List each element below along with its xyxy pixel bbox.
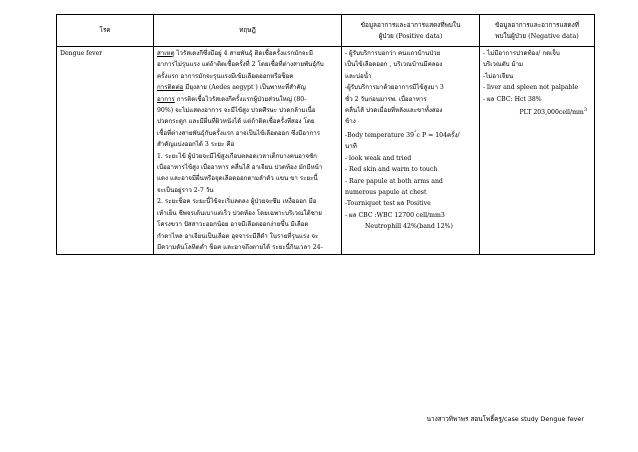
theory-text: กำดาไหล อาเจียนเป็นเลือด อุจจาระมีสีดำ ในรายที่รุนแรง จะ: [157, 232, 319, 240]
header-positive-line-1: ข้อมูลอาการและอาการแสดงที่พบใน: [360, 20, 461, 29]
negative-line: -ไม่อาเจียน: [483, 72, 514, 80]
theory-text: โครงขวา ปัสสาวะออกน้อย อาจมีเลือดออกง่ายขึ้น มีเลือด: [157, 221, 309, 229]
degree-sign: °: [414, 129, 417, 136]
theory-text: 1. ระยะไข้ ผู้ป่วยจะมีไข้สูงเกือบตลอดเวลาเด็กบางคนอาจชัก: [157, 152, 317, 160]
theory-text: สำคัญแบ่งออกได้ 3 ระยะ คือ: [157, 141, 235, 149]
theory-text: ครั้งแรก อาการมักจะรุนแรงมีเข้มเลือดออกหรือช็อค: [157, 72, 294, 80]
positive-line: เป็นไข้เลือดออก , บริเวณบ้านมีคลอง: [345, 61, 443, 69]
table-row: [57, 47, 595, 255]
theory-line: [157, 71, 338, 82]
theory-text: ไวรัสเดงกีซึ่งมีอยู่ 4 สายพันธุ์ ติดเชื้อครั้งแรกมักจะมี: [174, 50, 313, 57]
theory-line: [157, 139, 338, 150]
theory-line: [157, 185, 338, 196]
negative-line: - ผล CBC: Hct 38%: [483, 95, 542, 103]
positive-cell: [342, 47, 480, 255]
footer: [0, 414, 584, 424]
theory-text: มีความดันโลหิตต่ำ ช็อค และอาจถึงตายได้ ระยะนี้กินเวลา 24-: [157, 243, 323, 251]
theory-text: 90%) จะไม่แสดงอาการ จะมีไข้สูง ปวดศีรษะ ปวดกล้ามเนื้อ: [157, 107, 316, 115]
theory-text: การติดเชื้อไวรัสเดงกีครั้งแรกผู้ป่วยส่วนใหญ่ (80-: [174, 95, 307, 103]
theory-cell: [154, 47, 342, 255]
positive-line: Neutrophill 42%(band 12%): [365, 223, 453, 231]
theory-text: เบื่ออาหารไข้สูง เบื่ออาหาร คลื่นไส้ อาเจียน ปวดท้อง มักมีหน้า: [157, 164, 323, 172]
negative-text: PLT 203,000cell/mm: [519, 109, 584, 117]
theory-line: [157, 94, 338, 105]
theory-text: อาการไม่รุนแรง แต่ถ้าติดเชื้อครั้งที่ 2 โดยเชื้อที่ต่างสายพันธุ์กับ: [157, 61, 324, 69]
theory-line: [157, 82, 338, 93]
positive-line: และบ่อน้ำ: [345, 72, 372, 80]
header-disease: โรค: [57, 15, 154, 47]
theory-heading: อาการ: [157, 95, 175, 103]
theory-text: เท้าเย็น ชีพจรเต้นเบาแต่เร็ว ปวดท้อง โดยเฉพาะบริเวณใต้ชาย: [157, 209, 322, 217]
header-positive-line-2: ผู้ป่วย (Positive data): [378, 31, 443, 40]
disease-cell: Dengue fever: [57, 47, 154, 255]
header-negative-line-2: พบในผู้ป่วย (Negative data): [495, 31, 579, 40]
theory-line: [157, 196, 338, 207]
theory-line: [157, 208, 338, 219]
negative-line: - ไม่มีอาการปวดท้อง/ กดเจ็บ: [483, 50, 560, 57]
theory-heading: การติดต่อ: [157, 84, 184, 92]
theory-text: 2. ระยะช็อค ระยะนี้ไข้จะเริ่มลดลง ผู้ป่วยจะซึม เหงื่อออก มือ: [157, 198, 317, 206]
theory-line: [157, 128, 338, 139]
positive-line: - ผล CBC :WBC 12700 cell/mm3: [345, 211, 445, 219]
positive-line: - ผู้รับบริการบอกว่า คนแถวบ้านป่วย: [345, 50, 441, 57]
theory-text: จะเป็นอยู่ราว 2-7 วัน: [157, 186, 214, 194]
case-study-table: [56, 14, 595, 255]
positive-line: - look weak and tried: [345, 154, 412, 162]
theory-line: [157, 59, 338, 70]
negative-line: บริเวณตับ ม้าม: [483, 61, 524, 69]
positive-text: c P = 104ครั้ง/: [416, 131, 460, 139]
positive-line: คลื่นไส้ ปวดเมื่อยที่หลังและขาทั้งสอง: [345, 107, 443, 115]
header-negative: [480, 15, 595, 47]
positive-line: -ผู้รับบริการมาด้วยอาการมีไข้สูงมา 3: [345, 84, 444, 92]
theory-line: [157, 116, 338, 127]
theory-text: แดง และอาจมีผื่นหรือจุดเลือดออกตามลำตัว แขน ขา ระยะนี้: [157, 175, 318, 183]
theory-line: [157, 219, 338, 230]
theory-text: เชื้อที่ต่างสายพันธุ์กับครั้งแรก อาจเป็นไข้เลือดออก ซึ่งมีอาการ: [157, 129, 321, 137]
theory-line: [157, 162, 338, 173]
positive-line: - Red skin and warm to touch: [345, 166, 438, 174]
theory-text: มียุงลาย (Aedes aegypt ) เป็นพาหะที่สำคัญ: [183, 84, 306, 92]
theory-line: [157, 242, 338, 253]
positive-line: -Tourniquet test ผล Positive: [345, 200, 431, 208]
positive-line: ชั่ว 2 วันก่อนมารพ. เบื่ออาหาร: [345, 95, 427, 103]
positive-line: [345, 128, 476, 141]
header-negative-line-1: ข้อมูลอาการและอาการแสดงที่: [495, 20, 579, 29]
case-title: /case study Dengue fever: [501, 415, 584, 423]
theory-line: [157, 151, 338, 162]
negative-line: - liver and spleen not palpable: [483, 84, 579, 92]
negative-line: [483, 105, 591, 118]
positive-line: ข้าง: [345, 118, 356, 126]
positive-line: numerous papule at chest: [345, 188, 427, 196]
header-theory: ทฤษฎี: [154, 15, 342, 47]
author-name: นางสาวทิพาพร สอนโพธิ์ครู: [426, 415, 502, 423]
positive-line: นาที: [345, 143, 357, 151]
theory-heading: สาเหตุ: [157, 50, 175, 57]
superscript: 3: [583, 107, 587, 114]
positive-line: - Rare papule at both arms and: [345, 177, 443, 185]
theory-line: [157, 231, 338, 242]
theory-line: [157, 48, 338, 59]
header-row: [57, 15, 595, 47]
theory-line: [157, 173, 338, 184]
header-positive: [342, 15, 480, 47]
negative-cell: [480, 47, 595, 255]
theory-text: ปวดกระดูก และมีผื่นที่ผิวหนังได้ แต่ถ้าติดเชื้อครั้งที่สอง โดย: [157, 118, 315, 126]
positive-text: -Body temperature 39: [345, 131, 415, 139]
theory-line: [157, 105, 338, 116]
